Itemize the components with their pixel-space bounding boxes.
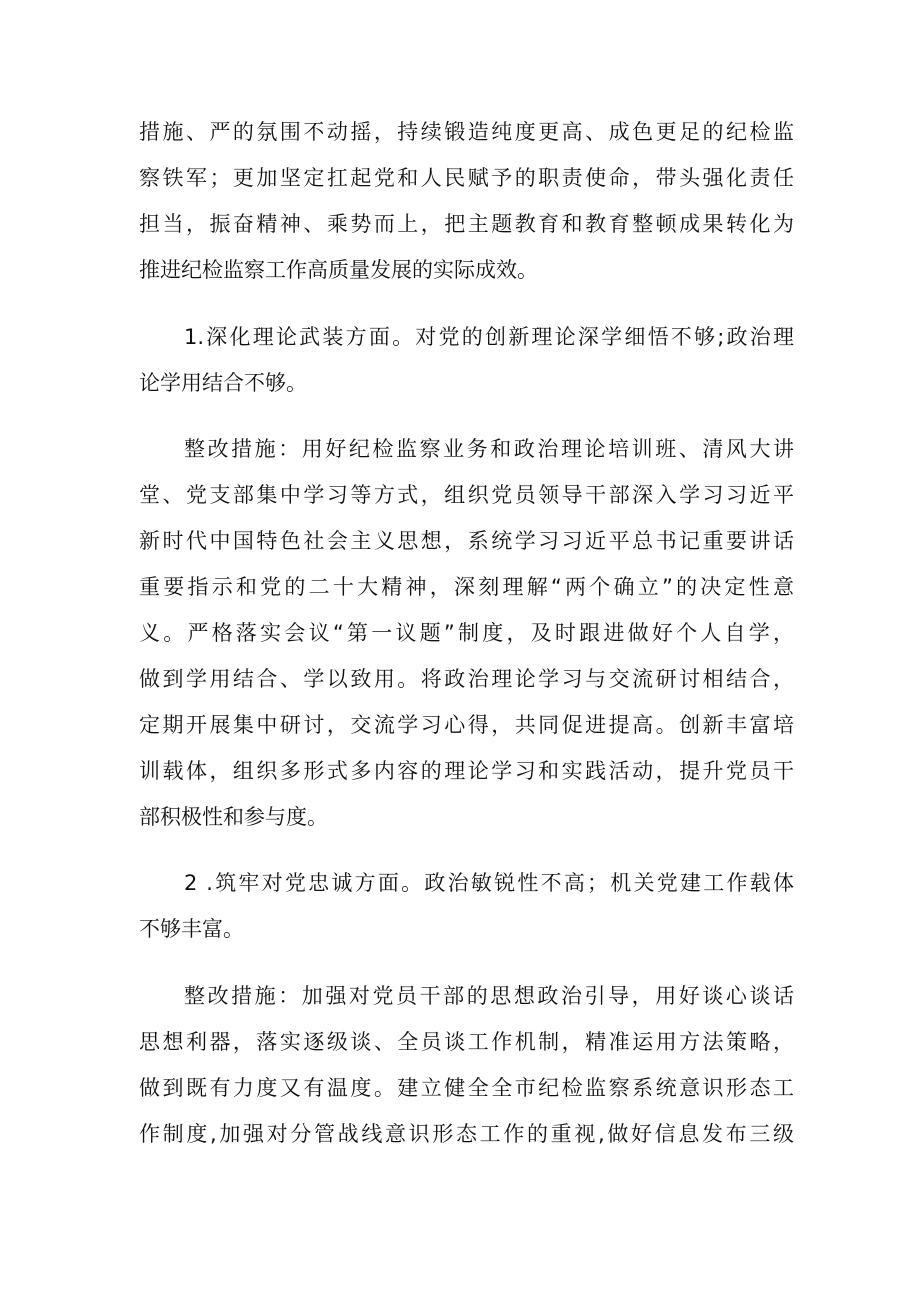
paragraph-line: 思想利器，落实逐级谈、全员谈工作机制，精准运用方法策略， bbox=[139, 1030, 794, 1054]
paragraph-line: 定期开展集中研讨，交流学习心得，共同促进提高。创新丰富培 bbox=[139, 713, 794, 737]
paragraph-line: 整改措施：加强对党员干部的思想政治引导，用好谈心谈话 bbox=[184, 984, 794, 1008]
section-heading-line: 1.深化理论武装方面。对党的创新理论深学细悟不够;政治理 bbox=[184, 325, 794, 349]
paragraph-line: 担当，振奋精神、乘势而上，把主题教育和教育整顿成果转化为 bbox=[139, 212, 794, 236]
paragraph-line: 做到学用结合、学以致用。将政治理论学习与交流研讨相结合， bbox=[139, 667, 794, 691]
section-heading-line: 论学用结合不够。 bbox=[139, 371, 307, 395]
paragraph-line: 部积极性和参与度。 bbox=[139, 805, 328, 829]
paragraph-line: 新时代中国特色社会主义思想，系统学习习近平总书记重要讲话 bbox=[139, 529, 794, 553]
section-heading-line: 不够丰富。 bbox=[139, 917, 244, 941]
paragraph-line: 整改措施：用好纪检监察业务和政治理论培训班、清风大讲 bbox=[184, 437, 794, 461]
paragraph-line: 措施、严的氛围不动摇，持续锻造纯度更高、成色更足的纪检监 bbox=[139, 120, 794, 144]
paragraph-line: 作制度,加强对分管战线意识形态工作的重视,做好信息发布三级 bbox=[139, 1122, 794, 1146]
paragraph-line: 重要指示和党的二十大精神，深刻理解“两个确立”的决定性意 bbox=[139, 575, 794, 599]
paragraph-line: 做到既有力度又有温度。建立健全全市纪检监察系统意识形态工 bbox=[139, 1076, 794, 1100]
section-heading-line: 2 .筑牢对党忠诚方面。政治敏锐性不高；机关党建工作载体 bbox=[184, 871, 794, 895]
paragraph-line: 推进纪检监察工作高质量发展的实际成效。 bbox=[139, 258, 538, 282]
paragraph-line: 训载体，组织多形式多内容的理论学习和实践活动，提升党员干 bbox=[139, 759, 794, 783]
paragraph-line: 堂、党支部集中学习等方式，组织党员领导干部深入学习习近平 bbox=[139, 483, 794, 507]
paragraph-line: 义。严格落实会议“第一议题”制度，及时跟进做好个人自学， bbox=[139, 621, 794, 645]
paragraph-line: 察铁军；更加坚定扛起党和人民赋予的职责使命，带头强化责任 bbox=[139, 166, 794, 190]
